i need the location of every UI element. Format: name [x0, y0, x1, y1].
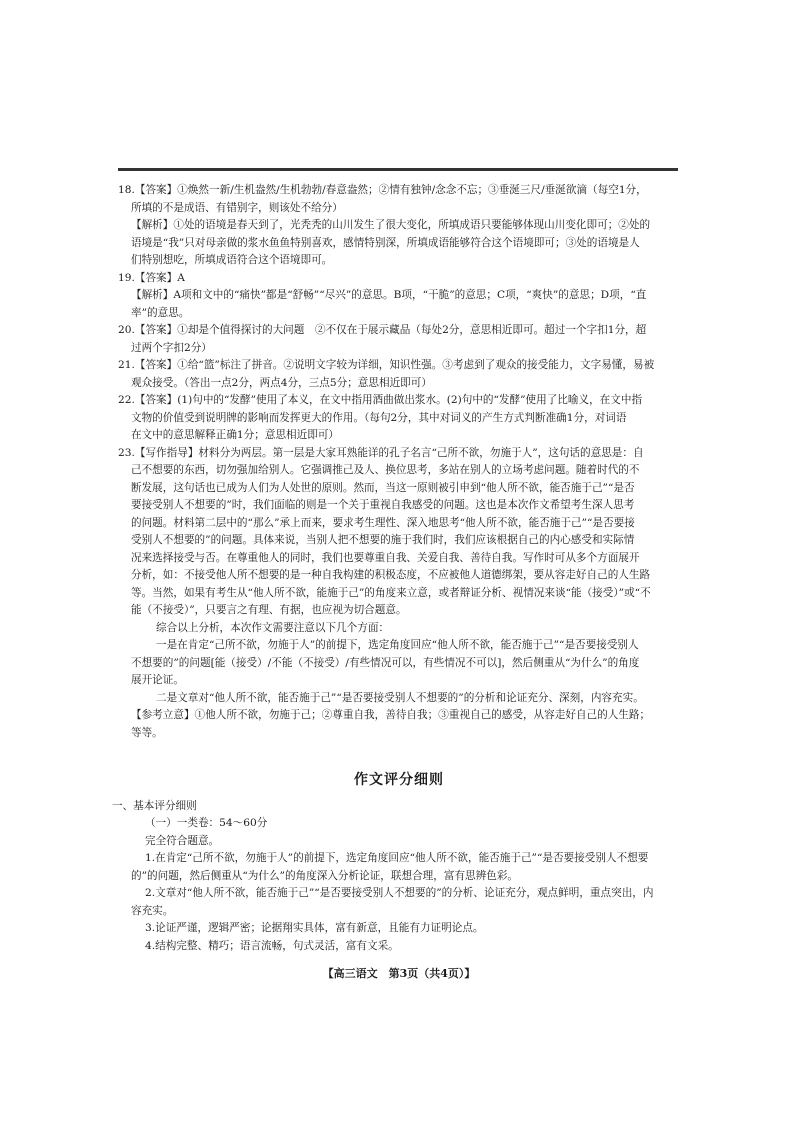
text-line: 【解析】A项和文中的“痛快”都是“舒畅”“尽兴”的意思。B项，“干脆”的意思；C项，“爽快”的意思；D项，“直	[131, 289, 647, 301]
text-line: 在文中的意思解释正确1分；意思相近即可）	[131, 429, 340, 441]
text-line: 【解析】①处的语境是春天到了，光秃秃的山川发生了很大变化，所填成语只要能够体现山川变化即可；②处的	[131, 219, 651, 231]
rubric-line: 4.结构完整、精巧；语言流畅，句式灵活，富有文采。	[145, 939, 399, 952]
answer-18	[118, 182, 680, 270]
text-line: 18.【答案】①焕然一新/生机盎然/生机勃勃/春意盎然；②情有独钟/念念不忘；③垂涎三尺/垂涎欲滴（每空1分，	[118, 184, 647, 196]
text-line: 文物的价值受到说明牌的影响而发挥更大的作用。（每句2分，其中对词义的产生方式判断准确1分，对词语	[131, 411, 627, 424]
rubric-title: 作文评分细则	[354, 772, 444, 788]
text-line: 受别人不想要的”的问题。具体来说，当别人把不想要的施于我们时，我们应该根据自己的内心感受和实际情	[131, 534, 635, 546]
text-line: 能（不接受）”，只要言之有理、有据，也应视为切合题意。	[131, 604, 407, 616]
text-line: 二是文章对“他人所不欲，能否施于己”“是否要接受别人不想要的”的分析和论证充分、深刻，内容充实。	[156, 691, 644, 704]
text-line: 分析，如：不接受他人所不想要的是一种自我构建的积极态度，不应被他人道德绑架，要从容走好自己的人生路	[131, 569, 651, 581]
text-line: 断发展，这句话也已成为人们为人处世的原则。然而，当这一原则被引申到“他人所不欲，能否施于己”“是否	[131, 481, 635, 494]
text-line: 21.【答案】①给“篮”标注了拼音。②说明文字较为详细，知识性强。③考虑到了观众的接受能力，文字易懂，易被	[118, 359, 655, 371]
rubric-section	[112, 798, 680, 956]
text-line: 不想要的”的问题[能（接受）/不能（不接受）/有些情况可以，有些情况不可以]，然后侧重从“为什么”的角度	[131, 656, 640, 669]
rubric-line: 3.论证严谨，逻辑严密；论据翔实具体，富有新意，且能有力证明论点。	[145, 922, 484, 934]
rubric-heading: 一、基本评分细则	[112, 799, 197, 812]
rubric-line: 1.在肯定“己所不欲，勿施于人”的前提下，选定角度回应“他人所不欲，能否施于己”“是否要接受别人不想要	[145, 852, 649, 864]
text-line: 所填的不是成语、有错别字，则该处不给分）	[131, 201, 343, 214]
text-line: 一是在肯定“己所不欲，勿施于人”的前提下，选定角度回应“他人所不欲，能否施于己”“是否要接受别人	[156, 639, 639, 651]
page-footer: 【高三语文 第3页（共4页）】	[322, 967, 476, 980]
text-line: 况来选择接受与否。在尊重他人的同时，我们也要尊重自我、关爱自我、善待自我。写作时可从多个方面展开	[131, 551, 640, 564]
rubric-line: 的”的问题，然后侧重从“为什么”的角度深入分析论证，联想合理，富有思辨色彩。	[131, 869, 519, 882]
rubric-intro: 完全符合题意。	[145, 834, 220, 847]
answer-20	[118, 322, 680, 357]
text-line: 观众接受。（答出一点2分，两点4分，三点5分；意思相近即可）	[131, 376, 432, 389]
answer-19	[118, 270, 680, 323]
text-line: 过两个字扣2分）	[131, 341, 212, 354]
rubric-line: 2.文章对“他人所不欲，能否施于己”“是否要接受别人不想要的”的分析、论证充分，观点鲜明，重点突出，内	[145, 887, 654, 899]
top-rule	[118, 168, 678, 171]
text-line: 展开论证。	[131, 674, 184, 686]
text-line: 要接受别人不想要的”时，我们面临的则是一个关于重视自我感受的问题。这也是本次作文希望考生深人思考	[131, 499, 635, 511]
text-line: 等等。	[131, 726, 163, 739]
text-line: 19.【答案】A	[118, 271, 185, 284]
text-line: 综合以上分析，本次作文需要注意以下几个方面：	[156, 621, 390, 634]
rubric-line: 容充实。	[131, 904, 174, 917]
answer-key	[112, 182, 680, 955]
text-line: 23.【写作指导】材料分为两层。第一层是大家耳熟能详的孔子名言“己所不欲，勿施于人”，这句话的意思是：自	[118, 446, 644, 459]
text-line: 22.【答案】(1)句中的“发酵”使用了本义，在文中指用酒曲做出浆水。(2)句中的“发酵”使用了比喻义，在文中指	[118, 394, 643, 406]
answer-21	[118, 357, 680, 392]
text-line: 们特别想吃，所填成语符合这个语境即可。	[131, 254, 333, 266]
text-line: 语境是“我”只对母亲做的浆水鱼鱼特别喜欢，感情特别深，所填成语能够符合这个语境即可；③处的语境是人	[131, 236, 640, 249]
text-line: 率”的意思。	[131, 306, 190, 319]
text-line: 【参考立意】①他人所不欲，勿施于己；②尊重自我，善待自我；③重视自己的感受，从容走好自己的人生路；	[131, 709, 651, 721]
text-line: 等。当然，如果有考生从“他人所不欲，能施于己”的角度来立意，或者辩证分析、视情况来谈“能（接受）”或“不	[131, 586, 651, 599]
text-line: 己不想要的东西，切勿强加给别人。它强调推己及人、换位思考，多站在别人的立场考虑问题。随着时代的不	[131, 464, 640, 476]
text-line: 的问题。材料第二层中的“那么”承上而来，要求考生理性、深入地思考“他人所不欲，能否施于己”“是否要接	[131, 516, 635, 529]
answer-23	[118, 445, 680, 743]
rubric-class-line: （一）一类卷：54～60分	[145, 817, 268, 829]
text-line: 20.【答案】①却是个值得探讨的大问题 ②不仅在于展示藏品（每处2分，意思相近即可。超过一个字扣1分，超	[118, 324, 647, 336]
answer-22	[118, 392, 680, 445]
